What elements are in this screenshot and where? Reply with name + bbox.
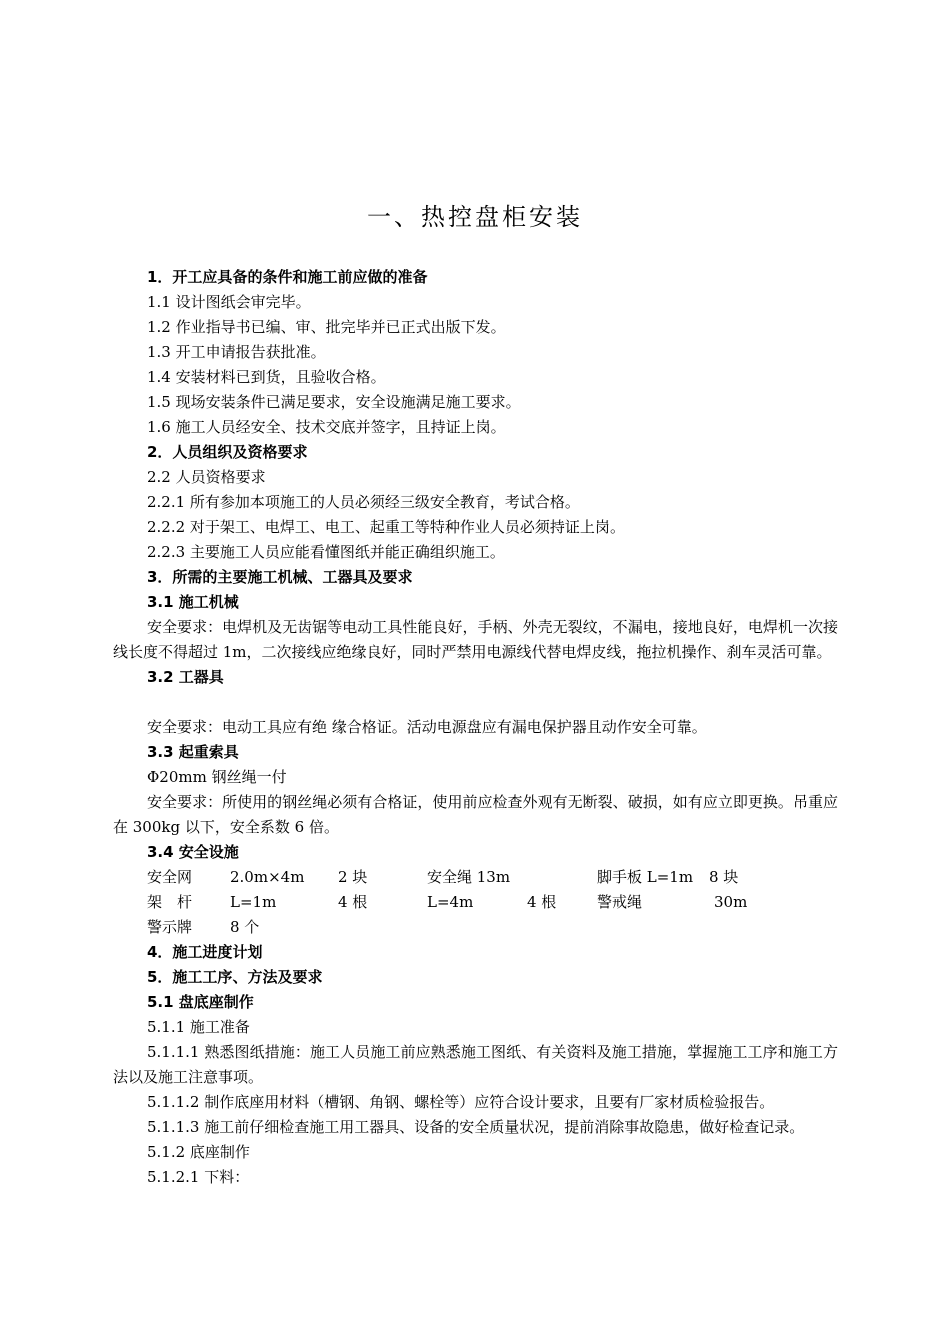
list-item: 1.6 施工人员经安全、技术交底并签字，且持证上岗。 — [147, 418, 506, 436]
section-1-heading: 1．开工应具备的条件和施工前应做的准备 — [147, 268, 428, 286]
section-3-heading: 3．所需的主要施工机械、工器具及要求 — [147, 568, 413, 586]
subsection-3-3-heading: 3.3 起重索具 — [147, 743, 239, 761]
table-cell: 2.0m×4m — [230, 868, 305, 886]
section-4-heading: 4．施工进度计划 — [147, 943, 263, 961]
section-2-heading: 2．人员组织及资格要求 — [147, 443, 308, 461]
list-item: 5.1.1 施工准备 — [147, 1018, 250, 1036]
list-item: 5.1.2 底座制作 — [147, 1143, 250, 1161]
subsection-3-2-heading: 3.2 工器具 — [147, 668, 224, 686]
machinery-safety-paragraph: 安全要求：电焊机及无齿锯等电动工具性能良好，手柄、外壳无裂纹，不漏电，接地良好，电焊机一次接线长度不得超过 1m，二次接线应绝缘良好，同时严禁用电源线代替电焊皮线，拖拉机操作、刹车灵活可靠。 — [113, 618, 838, 661]
safety-facility-row — [113, 915, 838, 940]
document-body — [113, 265, 838, 1190]
subsection-3-4-heading: 3.4 安全设施 — [147, 843, 239, 861]
table-cell: L=1m — [230, 893, 277, 911]
table-cell: 警示牌 — [147, 918, 193, 936]
table-cell: 2 块 — [338, 868, 368, 886]
list-item: 2.2.1 所有参加本项施工的人员必须经三级安全教育，考试合格。 — [147, 493, 580, 511]
table-cell: 安全绳 13m — [427, 868, 511, 886]
paragraph: 5.1.1.3 施工前仔细检查施工用工器具、设备的安全质量状况，提前消除事故隐患，做好检查记录。 — [147, 1118, 805, 1136]
list-item: 2.2.2 对于架工、电焊工、电工、起重工等特种作业人员必须持证上岗。 — [147, 518, 625, 536]
list-item: 2.2 人员资格要求 — [147, 468, 266, 486]
list-item: 1.3 开工申请报告获批准。 — [147, 343, 326, 361]
section-5-heading: 5．施工工序、方法及要求 — [147, 968, 323, 986]
page-title: 一、热控盘柜安装 — [367, 203, 583, 231]
rigging-safety-paragraph: 安全要求：所使用的钢丝绳必须有合格证，使用前应检查外观有无断裂、破损，如有应立即更换。吊重应在 300kg 以下，安全系数 6 倍。 — [113, 793, 838, 836]
table-cell: 30m — [714, 893, 748, 911]
table-cell: L=4m — [427, 893, 474, 911]
list-item: 1.1 设计图纸会审完毕。 — [147, 293, 311, 311]
table-cell: 8 块 — [709, 868, 739, 886]
paragraph: 5.1.1.2 制作底座用材料（槽钢、角钢、螺栓等）应符合设计要求，且要有厂家材质检验报告。 — [147, 1093, 775, 1111]
paragraph: 5.1.1.1 熟悉图纸措施：施工人员施工前应熟悉施工图纸、有关资料及施工措施，掌握施工工序和施工方法以及施工注意事项。 — [113, 1043, 838, 1086]
list-item: 1.2 作业指导书已编、审、批完毕并已正式出版下发。 — [147, 318, 506, 336]
safety-facility-row — [113, 890, 838, 915]
table-cell: 警戒绳 — [597, 893, 643, 911]
subsection-3-1-heading: 3.1 施工机械 — [147, 593, 239, 611]
table-cell: 4 根 — [527, 893, 557, 911]
list-item: 2.2.3 主要施工人员应能看懂图纸并能正确组织施工。 — [147, 543, 505, 561]
safety-facility-row — [113, 865, 838, 890]
blank-line — [113, 690, 838, 715]
tools-safety-paragraph: 安全要求：电动工具应有绝 缘合格证。活动电源盘应有漏电保护器且动作安全可靠。 — [147, 718, 707, 736]
table-cell: 8 个 — [230, 918, 260, 936]
rigging-line: Φ20mm 钢丝绳一付 — [147, 768, 287, 786]
list-item: 5.1.2.1 下料： — [147, 1168, 250, 1186]
table-cell: 4 根 — [338, 893, 368, 911]
subsection-5-1-heading: 5.1 盘底座制作 — [147, 993, 254, 1011]
table-cell: 脚手板 L=1m — [597, 868, 694, 886]
table-cell: 安全网 — [147, 868, 193, 886]
table-cell: 架 杆 — [147, 893, 193, 911]
list-item: 1.5 现场安装条件已满足要求，安全设施满足施工要求。 — [147, 393, 521, 411]
list-item: 1.4 安装材料已到货，且验收合格。 — [147, 368, 386, 386]
